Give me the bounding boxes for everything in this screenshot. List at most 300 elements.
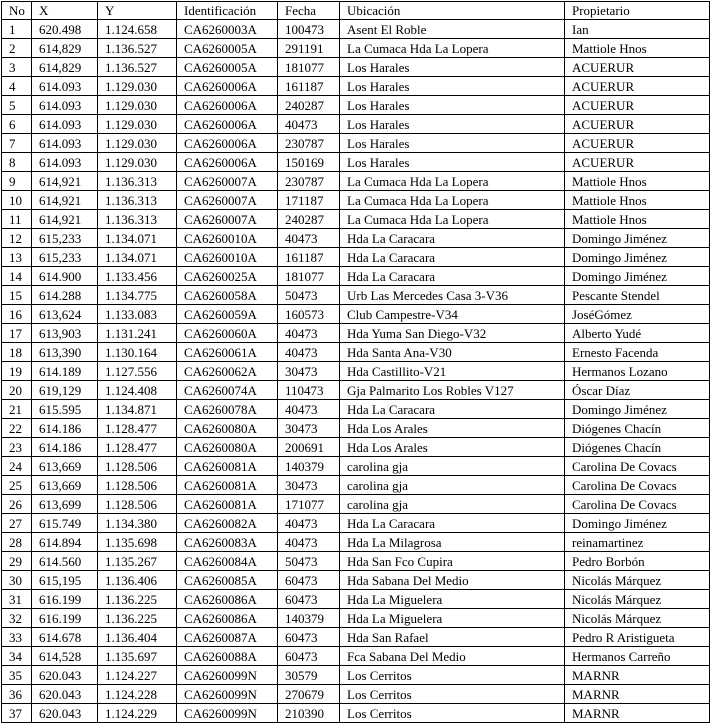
column-header-y: Y [98, 2, 177, 20]
cell-propietario: Hermanos Lozano [565, 362, 710, 381]
cell-no: 4 [2, 77, 32, 96]
cell-identificacion: CA6260006A [177, 96, 278, 115]
cell-x: 614,921 [32, 172, 98, 191]
cell-identificacion: CA6260025A [177, 267, 278, 286]
cell-y: 1.135.267 [98, 552, 177, 571]
cell-identificacion: CA6260099N [177, 666, 278, 685]
cell-no: 37 [2, 704, 32, 723]
cell-fecha: 240287 [278, 210, 340, 229]
cell-no: 34 [2, 647, 32, 666]
cell-no: 12 [2, 229, 32, 248]
cell-ubicacion: Club Campestre-V34 [340, 305, 565, 324]
cell-fecha: 60473 [278, 590, 340, 609]
cell-y: 1.128.506 [98, 476, 177, 495]
cell-ubicacion: Hda La Miguelera [340, 609, 565, 628]
cell-fecha: 40473 [278, 400, 340, 419]
cell-fecha: 270679 [278, 685, 340, 704]
cell-y: 1.136.313 [98, 172, 177, 191]
cell-propietario: MARNR [565, 685, 710, 704]
cell-x: 614,528 [32, 647, 98, 666]
cell-no: 25 [2, 476, 32, 495]
cell-no: 33 [2, 628, 32, 647]
cell-x: 615,195 [32, 571, 98, 590]
cell-propietario: Domingo Jiménez [565, 248, 710, 267]
cell-propietario: Alberto Yudé [565, 324, 710, 343]
cell-identificacion: CA6260005A [177, 39, 278, 58]
table-row [2, 115, 710, 134]
records-table [1, 1, 710, 723]
cell-identificacion: CA6260099N [177, 685, 278, 704]
table-row [2, 362, 710, 381]
column-header-ubicacion: Ubicación [340, 2, 565, 20]
cell-propietario: Diógenes Chacín [565, 419, 710, 438]
cell-identificacion: CA6260074A [177, 381, 278, 400]
cell-no: 26 [2, 495, 32, 514]
cell-fecha: 40473 [278, 343, 340, 362]
table-row [2, 286, 710, 305]
cell-no: 28 [2, 533, 32, 552]
cell-identificacion: CA6260058A [177, 286, 278, 305]
cell-no: 32 [2, 609, 32, 628]
cell-x: 614.900 [32, 267, 98, 286]
cell-no: 15 [2, 286, 32, 305]
cell-y: 1.131.241 [98, 324, 177, 343]
cell-ubicacion: Los Harales [340, 134, 565, 153]
table-row [2, 438, 710, 457]
cell-propietario: Domingo Jiménez [565, 229, 710, 248]
cell-fecha: 50473 [278, 552, 340, 571]
cell-x: 614.186 [32, 438, 98, 457]
cell-fecha: 230787 [278, 134, 340, 153]
cell-ubicacion: Hda La Miguelera [340, 590, 565, 609]
cell-propietario: reinamartinez [565, 533, 710, 552]
cell-fecha: 200691 [278, 438, 340, 457]
table-row [2, 324, 710, 343]
table-row [2, 134, 710, 153]
cell-propietario: ACUERUR [565, 58, 710, 77]
cell-no: 6 [2, 115, 32, 134]
cell-ubicacion: carolina gja [340, 495, 565, 514]
cell-identificacion: CA6260080A [177, 438, 278, 457]
table-row [2, 210, 710, 229]
cell-propietario: ACUERUR [565, 77, 710, 96]
cell-x: 615,233 [32, 248, 98, 267]
cell-propietario: ACUERUR [565, 134, 710, 153]
cell-x: 613,699 [32, 495, 98, 514]
cell-fecha: 181077 [278, 58, 340, 77]
cell-y: 1.128.506 [98, 457, 177, 476]
cell-y: 1.136.406 [98, 571, 177, 590]
cell-y: 1.136.313 [98, 191, 177, 210]
table-row [2, 96, 710, 115]
cell-propietario: Hermanos Carreño [565, 647, 710, 666]
cell-y: 1.124.658 [98, 20, 177, 39]
cell-y: 1.134.380 [98, 514, 177, 533]
cell-no: 3 [2, 58, 32, 77]
cell-x: 613,624 [32, 305, 98, 324]
cell-ubicacion: Hda Los Arales [340, 438, 565, 457]
table-row [2, 20, 710, 39]
cell-no: 30 [2, 571, 32, 590]
cell-identificacion: CA6260006A [177, 115, 278, 134]
cell-x: 613,903 [32, 324, 98, 343]
cell-x: 615,233 [32, 229, 98, 248]
cell-x: 614.093 [32, 77, 98, 96]
cell-propietario: Diógenes Chacín [565, 438, 710, 457]
cell-ubicacion: Hda Santa Ana-V30 [340, 343, 565, 362]
cell-y: 1.133.456 [98, 267, 177, 286]
cell-no: 16 [2, 305, 32, 324]
cell-x: 613,390 [32, 343, 98, 362]
cell-propietario: Ian [565, 20, 710, 39]
table-row [2, 685, 710, 704]
table-row [2, 457, 710, 476]
cell-ubicacion: La Cumaca Hda La Lopera [340, 210, 565, 229]
cell-ubicacion: Hda La Caracara [340, 248, 565, 267]
cell-x: 614.288 [32, 286, 98, 305]
cell-identificacion: CA6260087A [177, 628, 278, 647]
table-row [2, 590, 710, 609]
cell-x: 619,129 [32, 381, 98, 400]
cell-ubicacion: Hda La Caracara [340, 267, 565, 286]
cell-y: 1.136.527 [98, 39, 177, 58]
cell-identificacion: CA6260005A [177, 58, 278, 77]
table-row [2, 267, 710, 286]
cell-propietario: Domingo Jiménez [565, 400, 710, 419]
cell-identificacion: CA6260062A [177, 362, 278, 381]
cell-y: 1.124.227 [98, 666, 177, 685]
cell-ubicacion: Los Cerritos [340, 704, 565, 723]
cell-propietario: Carolina De Covacs [565, 476, 710, 495]
cell-identificacion: CA6260082A [177, 514, 278, 533]
cell-identificacion: CA6260007A [177, 191, 278, 210]
cell-y: 1.134.071 [98, 248, 177, 267]
table-row [2, 666, 710, 685]
cell-ubicacion: La Cumaca Hda La Lopera [340, 191, 565, 210]
cell-x: 614.093 [32, 134, 98, 153]
cell-no: 29 [2, 552, 32, 571]
table-row [2, 552, 710, 571]
cell-no: 19 [2, 362, 32, 381]
cell-fecha: 140379 [278, 457, 340, 476]
cell-identificacion: CA6260084A [177, 552, 278, 571]
cell-identificacion: CA6260007A [177, 172, 278, 191]
cell-identificacion: CA6260006A [177, 153, 278, 172]
table-row [2, 514, 710, 533]
cell-propietario: Nicolás Márquez [565, 590, 710, 609]
cell-fecha: 171187 [278, 191, 340, 210]
cell-identificacion: CA6260081A [177, 476, 278, 495]
cell-propietario: Domingo Jiménez [565, 267, 710, 286]
table-row [2, 191, 710, 210]
cell-y: 1.130.164 [98, 343, 177, 362]
cell-identificacion: CA6260080A [177, 419, 278, 438]
cell-identificacion: CA6260078A [177, 400, 278, 419]
cell-no: 10 [2, 191, 32, 210]
cell-propietario: Mattiole Hnos [565, 210, 710, 229]
cell-x: 616.199 [32, 590, 98, 609]
cell-no: 27 [2, 514, 32, 533]
cell-ubicacion: Hda San Rafael [340, 628, 565, 647]
cell-no: 22 [2, 419, 32, 438]
table-row [2, 39, 710, 58]
cell-fecha: 161187 [278, 248, 340, 267]
table-row [2, 495, 710, 514]
cell-identificacion: CA6260059A [177, 305, 278, 324]
cell-ubicacion: Hda La Milagrosa [340, 533, 565, 552]
cell-fecha: 30473 [278, 362, 340, 381]
cell-y: 1.128.477 [98, 419, 177, 438]
cell-fecha: 60473 [278, 628, 340, 647]
cell-propietario: ACUERUR [565, 115, 710, 134]
cell-x: 613,669 [32, 457, 98, 476]
cell-propietario: Carolina De Covacs [565, 457, 710, 476]
cell-no: 11 [2, 210, 32, 229]
cell-y: 1.133.083 [98, 305, 177, 324]
cell-identificacion: CA6260007A [177, 210, 278, 229]
table-row [2, 381, 710, 400]
cell-x: 614.678 [32, 628, 98, 647]
cell-fecha: 40473 [278, 324, 340, 343]
cell-ubicacion: Urb Las Mercedes Casa 3-V36 [340, 286, 565, 305]
cell-no: 2 [2, 39, 32, 58]
cell-x: 615.595 [32, 400, 98, 419]
cell-ubicacion: Los Harales [340, 115, 565, 134]
cell-fecha: 110473 [278, 381, 340, 400]
cell-fecha: 160573 [278, 305, 340, 324]
cell-no: 18 [2, 343, 32, 362]
cell-fecha: 161187 [278, 77, 340, 96]
cell-x: 614.093 [32, 96, 98, 115]
column-header-no: No [2, 2, 32, 20]
cell-propietario: Mattiole Hnos [565, 172, 710, 191]
cell-fecha: 40473 [278, 533, 340, 552]
cell-y: 1.136.225 [98, 590, 177, 609]
cell-x: 620.498 [32, 20, 98, 39]
cell-fecha: 30473 [278, 419, 340, 438]
cell-x: 614.093 [32, 153, 98, 172]
cell-propietario: Pescante Stendel [565, 286, 710, 305]
table-row [2, 476, 710, 495]
cell-ubicacion: Fca Sabana Del Medio [340, 647, 565, 666]
cell-no: 21 [2, 400, 32, 419]
table-row [2, 305, 710, 324]
cell-ubicacion: carolina gja [340, 457, 565, 476]
cell-no: 13 [2, 248, 32, 267]
cell-y: 1.124.229 [98, 704, 177, 723]
cell-identificacion: CA6260081A [177, 457, 278, 476]
cell-no: 31 [2, 590, 32, 609]
column-header-x: X [32, 2, 98, 20]
header-row [2, 2, 710, 20]
cell-ubicacion: Los Harales [340, 153, 565, 172]
table-row [2, 172, 710, 191]
cell-y: 1.136.225 [98, 609, 177, 628]
cell-ubicacion: Gja Palmarito Los Robles V127 [340, 381, 565, 400]
cell-y: 1.127.556 [98, 362, 177, 381]
cell-y: 1.124.408 [98, 381, 177, 400]
cell-x: 620.043 [32, 685, 98, 704]
cell-y: 1.136.313 [98, 210, 177, 229]
cell-ubicacion: La Cumaca Hda La Lopera [340, 172, 565, 191]
cell-propietario: ACUERUR [565, 153, 710, 172]
cell-y: 1.135.698 [98, 533, 177, 552]
cell-identificacion: CA6260081A [177, 495, 278, 514]
cell-ubicacion: Hda Los Arales [340, 419, 565, 438]
cell-ubicacion: Hda Castillito-V21 [340, 362, 565, 381]
cell-propietario: Mattiole Hnos [565, 39, 710, 58]
cell-x: 614.894 [32, 533, 98, 552]
table-row [2, 571, 710, 590]
cell-fecha: 210390 [278, 704, 340, 723]
table-body [2, 20, 710, 723]
cell-no: 5 [2, 96, 32, 115]
cell-ubicacion: Hda Sabana Del Medio [340, 571, 565, 590]
cell-y: 1.134.071 [98, 229, 177, 248]
cell-fecha: 60473 [278, 647, 340, 666]
cell-x: 614.560 [32, 552, 98, 571]
cell-fecha: 291191 [278, 39, 340, 58]
cell-ubicacion: Hda Yuma San Diego-V32 [340, 324, 565, 343]
cell-identificacion: CA6260083A [177, 533, 278, 552]
cell-ubicacion: La Cumaca Hda La Lopera [340, 39, 565, 58]
column-header-propietario: Propietario [565, 2, 710, 20]
cell-no: 1 [2, 20, 32, 39]
cell-propietario: JoséGómez [565, 305, 710, 324]
cell-propietario: ACUERUR [565, 96, 710, 115]
cell-identificacion: CA6260060A [177, 324, 278, 343]
cell-x: 616.199 [32, 609, 98, 628]
cell-x: 614,829 [32, 39, 98, 58]
cell-ubicacion: Los Cerritos [340, 666, 565, 685]
cell-no: 24 [2, 457, 32, 476]
cell-fecha: 60473 [278, 571, 340, 590]
cell-x: 614.093 [32, 115, 98, 134]
cell-ubicacion: Hda La Caracara [340, 400, 565, 419]
cell-x: 614,829 [32, 58, 98, 77]
column-header-fecha: Fecha [278, 2, 340, 20]
cell-y: 1.135.697 [98, 647, 177, 666]
cell-identificacion: CA6260010A [177, 248, 278, 267]
cell-no: 23 [2, 438, 32, 457]
cell-ubicacion: carolina gja [340, 476, 565, 495]
cell-x: 620.043 [32, 666, 98, 685]
cell-no: 7 [2, 134, 32, 153]
table-row [2, 704, 710, 723]
cell-propietario: MARNR [565, 704, 710, 723]
cell-y: 1.134.775 [98, 286, 177, 305]
cell-x: 613,669 [32, 476, 98, 495]
table-row [2, 153, 710, 172]
cell-fecha: 100473 [278, 20, 340, 39]
cell-y: 1.136.404 [98, 628, 177, 647]
cell-x: 620.043 [32, 704, 98, 723]
cell-identificacion: CA6260085A [177, 571, 278, 590]
cell-identificacion: CA6260099N [177, 704, 278, 723]
cell-fecha: 40473 [278, 115, 340, 134]
cell-y: 1.124.228 [98, 685, 177, 704]
cell-fecha: 171077 [278, 495, 340, 514]
cell-x: 614,921 [32, 210, 98, 229]
table-row [2, 647, 710, 666]
table-row [2, 419, 710, 438]
cell-propietario: Óscar Díaz [565, 381, 710, 400]
cell-propietario: Nicolás Márquez [565, 571, 710, 590]
cell-y: 1.129.030 [98, 96, 177, 115]
table-row [2, 609, 710, 628]
cell-x: 614.186 [32, 419, 98, 438]
table-row [2, 628, 710, 647]
cell-fecha: 140379 [278, 609, 340, 628]
cell-x: 615.749 [32, 514, 98, 533]
cell-ubicacion: Hda San Fco Cupira [340, 552, 565, 571]
cell-x: 614,921 [32, 191, 98, 210]
cell-propietario: Domingo Jiménez [565, 514, 710, 533]
cell-no: 17 [2, 324, 32, 343]
cell-identificacion: CA6260088A [177, 647, 278, 666]
cell-ubicacion: Asent El Roble [340, 20, 565, 39]
cell-ubicacion: Los Harales [340, 58, 565, 77]
cell-identificacion: CA6260010A [177, 229, 278, 248]
table-row [2, 343, 710, 362]
cell-propietario: Nicolás Márquez [565, 609, 710, 628]
cell-propietario: Carolina De Covacs [565, 495, 710, 514]
cell-fecha: 240287 [278, 96, 340, 115]
cell-y: 1.129.030 [98, 77, 177, 96]
cell-propietario: Pedro R Aristigueta [565, 628, 710, 647]
cell-propietario: Mattiole Hnos [565, 191, 710, 210]
table-row [2, 229, 710, 248]
cell-identificacion: CA6260006A [177, 77, 278, 96]
cell-fecha: 150169 [278, 153, 340, 172]
cell-identificacion: CA6260086A [177, 609, 278, 628]
cell-no: 36 [2, 685, 32, 704]
cell-y: 1.129.030 [98, 134, 177, 153]
table-row [2, 58, 710, 77]
cell-identificacion: CA6260003A [177, 20, 278, 39]
cell-y: 1.134.871 [98, 400, 177, 419]
table-row [2, 533, 710, 552]
table-row [2, 400, 710, 419]
cell-y: 1.129.030 [98, 153, 177, 172]
cell-fecha: 30473 [278, 476, 340, 495]
cell-identificacion: CA6260006A [177, 134, 278, 153]
cell-no: 14 [2, 267, 32, 286]
cell-propietario: Ernesto Facenda [565, 343, 710, 362]
cell-fecha: 50473 [278, 286, 340, 305]
cell-ubicacion: Hda La Caracara [340, 514, 565, 533]
cell-no: 9 [2, 172, 32, 191]
table-row [2, 248, 710, 267]
cell-x: 614.189 [32, 362, 98, 381]
cell-no: 35 [2, 666, 32, 685]
cell-y: 1.128.506 [98, 495, 177, 514]
column-header-identificacion: Identificación [177, 2, 278, 20]
cell-fecha: 40473 [278, 229, 340, 248]
cell-ubicacion: Hda La Caracara [340, 229, 565, 248]
cell-identificacion: CA6260086A [177, 590, 278, 609]
cell-y: 1.136.527 [98, 58, 177, 77]
cell-ubicacion: Los Cerritos [340, 685, 565, 704]
cell-ubicacion: Los Harales [340, 77, 565, 96]
cell-fecha: 40473 [278, 514, 340, 533]
cell-fecha: 181077 [278, 267, 340, 286]
cell-ubicacion: Los Harales [340, 96, 565, 115]
cell-no: 20 [2, 381, 32, 400]
cell-y: 1.128.477 [98, 438, 177, 457]
cell-no: 8 [2, 153, 32, 172]
cell-identificacion: CA6260061A [177, 343, 278, 362]
